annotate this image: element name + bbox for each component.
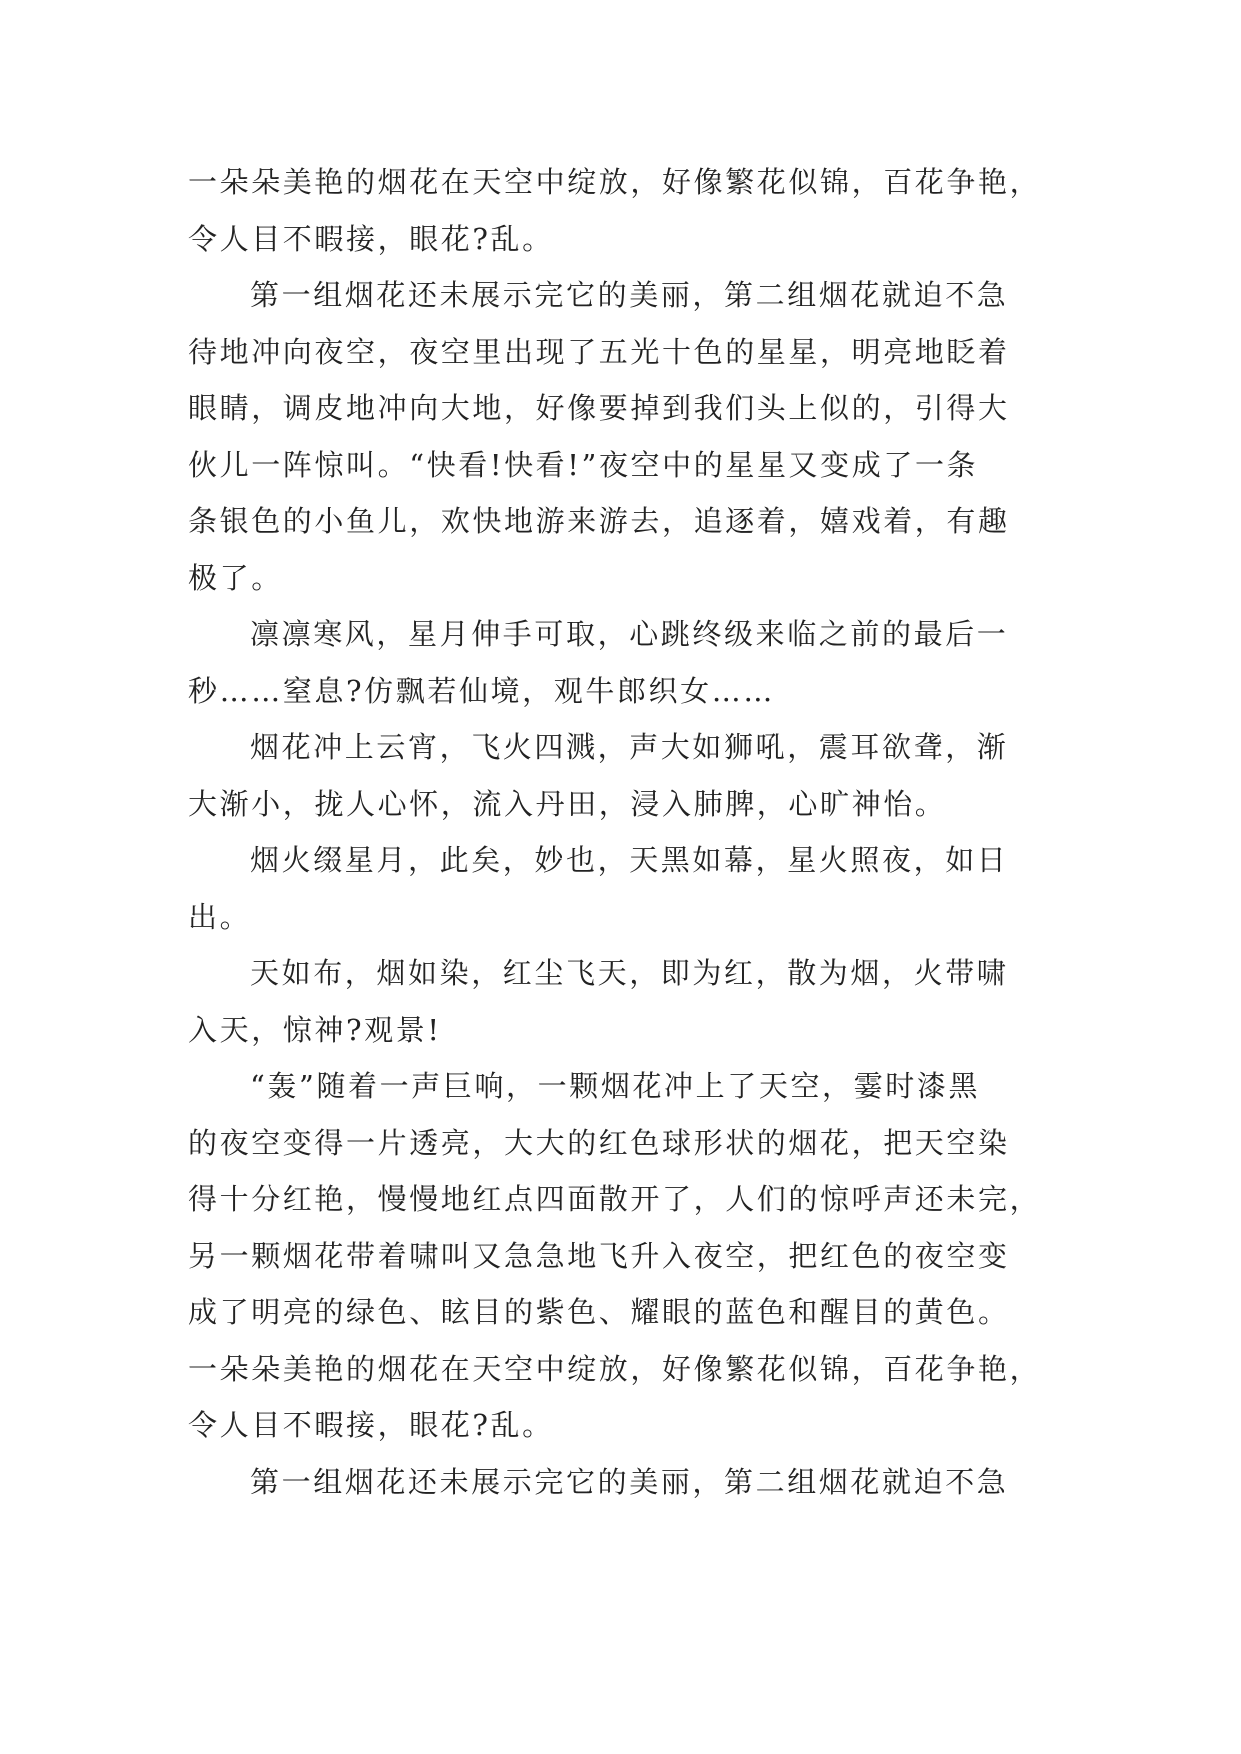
paragraph-8: [188, 1454, 1058, 1511]
text-line: 得十分红艳，慢慢地红点四面散开了，人们的惊呼声还未完，: [188, 1182, 1042, 1216]
text-line: 一朵朵美艳的烟花在天空中绽放，好像繁花似锦，百花争艳，: [188, 165, 1042, 199]
document-body: [188, 154, 1058, 1510]
text-line: 出。: [188, 899, 252, 934]
text-line: 极了。: [188, 560, 283, 595]
text-line: 入天，惊神?观景!: [188, 1012, 442, 1047]
text-line: “轰”随着一声巨响，一颗烟花冲上了天空，霎时漆黑: [250, 1069, 981, 1103]
text-line: 令人目不暇接，眼花?乱。: [188, 1408, 554, 1442]
text-line: 的夜空变得一片透亮，大大的红色球形状的烟花，把天空染: [188, 1125, 1010, 1160]
text-line: 条银色的小鱼儿，欢快地游来游去，追逐着，嬉戏着，有趣: [188, 504, 1010, 538]
text-line: 天如布，烟如染，红尘飞天，即为红，散为烟，火带啸: [250, 956, 1009, 990]
paragraph-7: [188, 1058, 1058, 1454]
text-line: 另一颗烟花带着啸叫又急急地飞升入夜空，把红色的夜空变: [188, 1238, 1010, 1273]
paragraph-6: [188, 945, 1058, 1058]
text-line: 令人目不暇接，眼花?乱。: [188, 221, 554, 256]
text-line: 成了明亮的绿色、眩目的紫色、耀眼的蓝色和醒目的黄色。: [188, 1295, 1010, 1329]
text-line: 伙儿一阵惊叫。“快看!快看!”夜空中的星星又变成了一条: [188, 447, 979, 482]
text-line: 眼睛，调皮地冲向大地，好像要掉到我们头上似的，引得大: [188, 391, 1010, 425]
paragraph-4: [188, 719, 1058, 832]
text-line: 烟花冲上云宵，飞火四溅，声大如狮吼，震耳欲聋，渐: [250, 730, 1009, 764]
text-line: 一朵朵美艳的烟花在天空中绽放，好像繁花似锦，百花争艳，: [188, 1351, 1042, 1386]
paragraph-2: [188, 267, 1058, 606]
text-line: 秒……窒息?仿飘若仙境，观牛郎织女……: [188, 673, 775, 708]
text-line: 烟火缀星月，此矣，妙也，天黑如幕，星火照夜，如日: [250, 843, 1009, 877]
text-line: 凛凛寒风，星月伸手可取，心跳终级来临之前的最后一: [250, 617, 1009, 651]
text-line: 第一组烟花还未展示完它的美丽，第二组烟花就迫不急: [250, 1464, 1009, 1499]
paragraph-3: [188, 606, 1058, 719]
text-line: 大渐小，拢人心怀，流入丹田，浸入肺脾，心旷神怡。: [188, 786, 947, 821]
text-line: 第一组烟花还未展示完它的美丽，第二组烟花就迫不急: [250, 278, 1009, 312]
paragraph-5: [188, 832, 1058, 945]
paragraph-1: [188, 154, 1058, 267]
text-line: 待地冲向夜空，夜空里出现了五光十色的星星，明亮地眨着: [188, 334, 1010, 369]
